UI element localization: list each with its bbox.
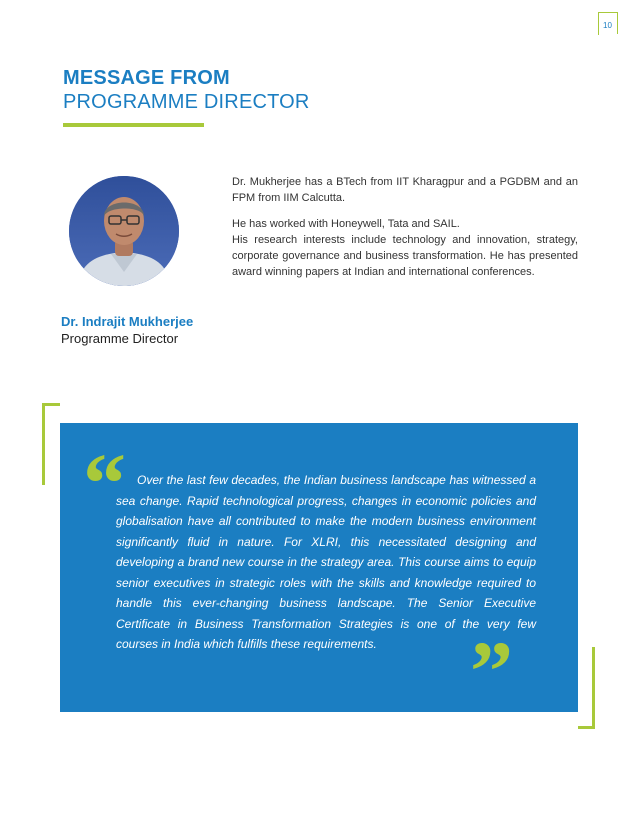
bracket-bottom-right: [592, 647, 595, 729]
page-title: [63, 66, 310, 114]
director-name: Dr. Indrajit Mukherjee: [61, 314, 194, 329]
bracket-bottom-right-cap: [578, 726, 595, 729]
close-quote-icon: ”: [470, 623, 513, 719]
director-bio: [232, 174, 578, 280]
page-title-line2: PROGRAMME DIRECTOR: [63, 91, 310, 113]
title-underline: [63, 123, 204, 127]
page-title-line1: MESSAGE FROM: [63, 67, 230, 89]
page-number: 10: [598, 12, 618, 34]
bio-paragraph: His research interests include technology and innovation, strategy, corporate governance and business transformation. He has presented award winning papers at Indian and international conferences.: [232, 234, 578, 278]
quote-text: Over the last few decades, the Indian business landscape has witnessed a sea change. Rapid technological progress, changes in economic policies and globalisation have all contributed to make the modern business environment significantly fluid in nature. For XLRI, this necessitated designing and developing a brand new course in the strategy area. This course aims to equip senior executives in strategic roles with the skills and knowledge required to handle this ever-changing business landscape. The Senior Executive Certificate in Business Transformation Strategies is one of the very few courses in India which fulfills these requirements.: [116, 473, 536, 651]
bracket-top-left: [42, 403, 45, 485]
bio-paragraph: He has worked with Honeywell, Tata and SAIL.: [232, 218, 460, 230]
open-quote-icon: “: [83, 435, 126, 531]
bio-paragraph: Dr. Mukherjee has a BTech from IIT Kharagpur and a PGDBM and an FPM from IIM Calcutta.: [232, 176, 578, 204]
director-title: Programme Director: [61, 331, 179, 346]
bracket-top-left-cap: [42, 403, 60, 406]
director-portrait: [69, 176, 179, 286]
portrait-illustration: [69, 176, 179, 286]
